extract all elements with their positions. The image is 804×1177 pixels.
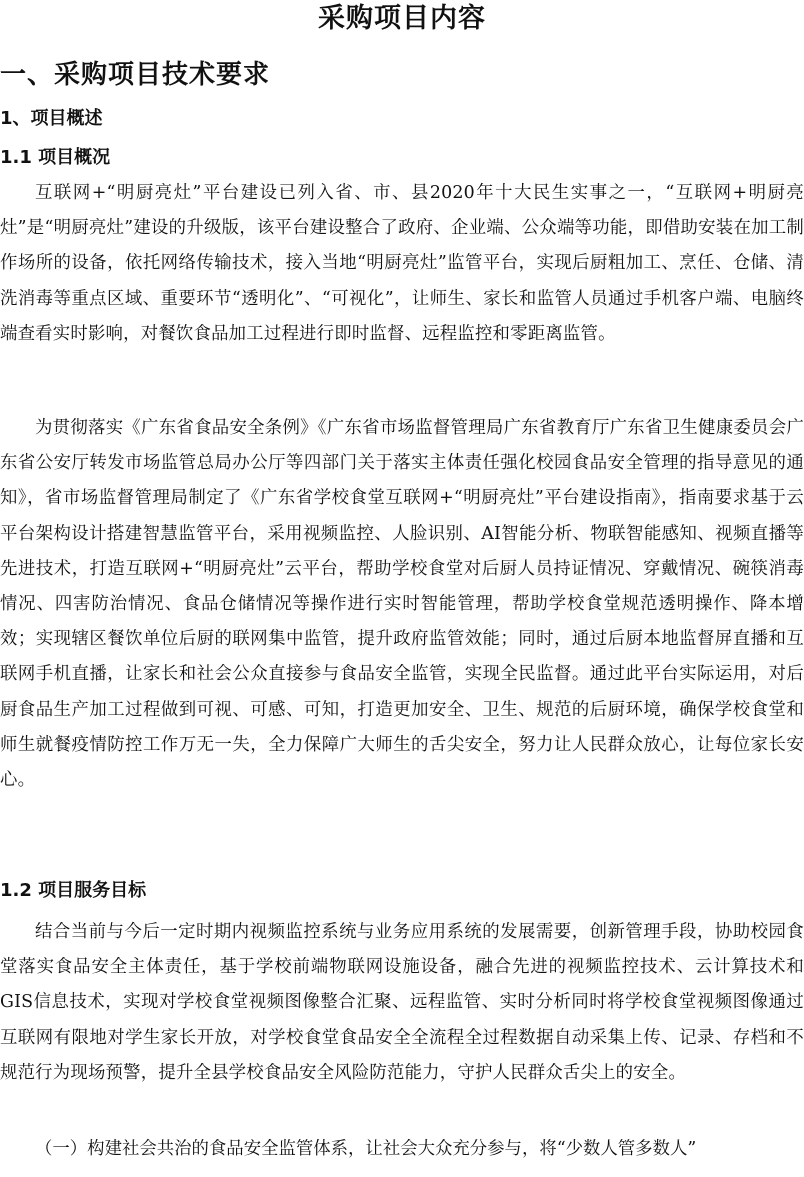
overview-paragraph-2: 为贯彻落实《广东省食品安全条例》《广东省市场监督管理局广东省教育厅广东省卫生健康委员会广东省公安厅转发市场监管总局办公厅等四部门关于落实主体责任强化校园食品安全管理的指导意见的通知》，省市场监督管理局制定了《广东省学校食堂互联网+“明厨亮灶”平台建设指南》，指南要求基于云平台架构设计搭建智慧监管平台，采用视频监控、人脸识别、AI智能分析、物联智能感知、视频直播等先进技术，打造互联网+“明厨亮灶”云平台，帮助学校食堂对后厨人员持证情况、穿戴情况、碗筷消毒情况、四害防治情况、食品仓储情况等操作进行实时智能管理，帮助学校食堂规范透明操作、降本增效；实现辖区餐饮单位后厨的联网集中监管，提升政府监管效能；同时，通过后厨本地监督屏直播和互联网手机直播，让家长和社会公众直接参与食品安全监管，实现全民监督。通过此平台实际运用，对后厨食品生产加工过程做到可视、可感、可知，打造更加安全、卫生、规范的后厨环境，确保学校食堂和师生就餐疫情防控工作万无一失，全力保障广大师生的舌尖安全，努力让人民群众放心，让每位家长安心。	[0, 418, 804, 791]
overview-paragraph-1: 互联网+“明厨亮灶”平台建设已列入省、市、县2020年十大民生实事之一，“互联网+明厨亮灶”是“明厨亮灶”建设的升级版，该平台建设整合了政府、企业端、公众端等功能，即借助安装在加工制作场所的设备，依托网络传输技术，接入当地“明厨亮灶”监管平台，实现后厨粗加工、烹任、仓储、清洗消毒等重点区域、重要环节“透明化”、“可视化”，让师生、家长和监管人员通过手机客户端、电脑终端查看实时影响，对餐饮食品加工过程进行即时监督、远程监控和零距离监管。	[0, 183, 804, 344]
goals-item-1: （一）构建社会共治的食品安全监管体系，让社会大众充分参与，将“少数人管多数人”	[35, 1139, 697, 1159]
goals-paragraph: 结合当前与今后一定时期内视频监控系统与业务应用系统的发展需要，创新管理手段，协助校园食堂落实食品安全主体责任，基于学校前端物联网设施设备，融合先进的视频监控技术、云计算技术和GIS信息技术，实现对学校食堂视频图像整合汇聚、远程监管、实时分析同时将学校食堂视频图像通过互联网有限地对学生家长开放，对学校食堂食品安全全流程全过程数据自动采集上传、记录、存档和不规范行为现场预警，提升全县学校食品安全风险防范能力，守护人民群众舌尖上的安全。	[0, 922, 804, 1083]
document-title: 采购项目内容	[318, 3, 486, 34]
subsection-heading: 1、项目概述	[0, 108, 103, 129]
goals-heading: 1.2 项目服务目标	[0, 880, 147, 901]
section-heading: 一、采购项目技术要求	[0, 60, 271, 90]
overview-heading: 1.1 项目概况	[0, 147, 111, 168]
